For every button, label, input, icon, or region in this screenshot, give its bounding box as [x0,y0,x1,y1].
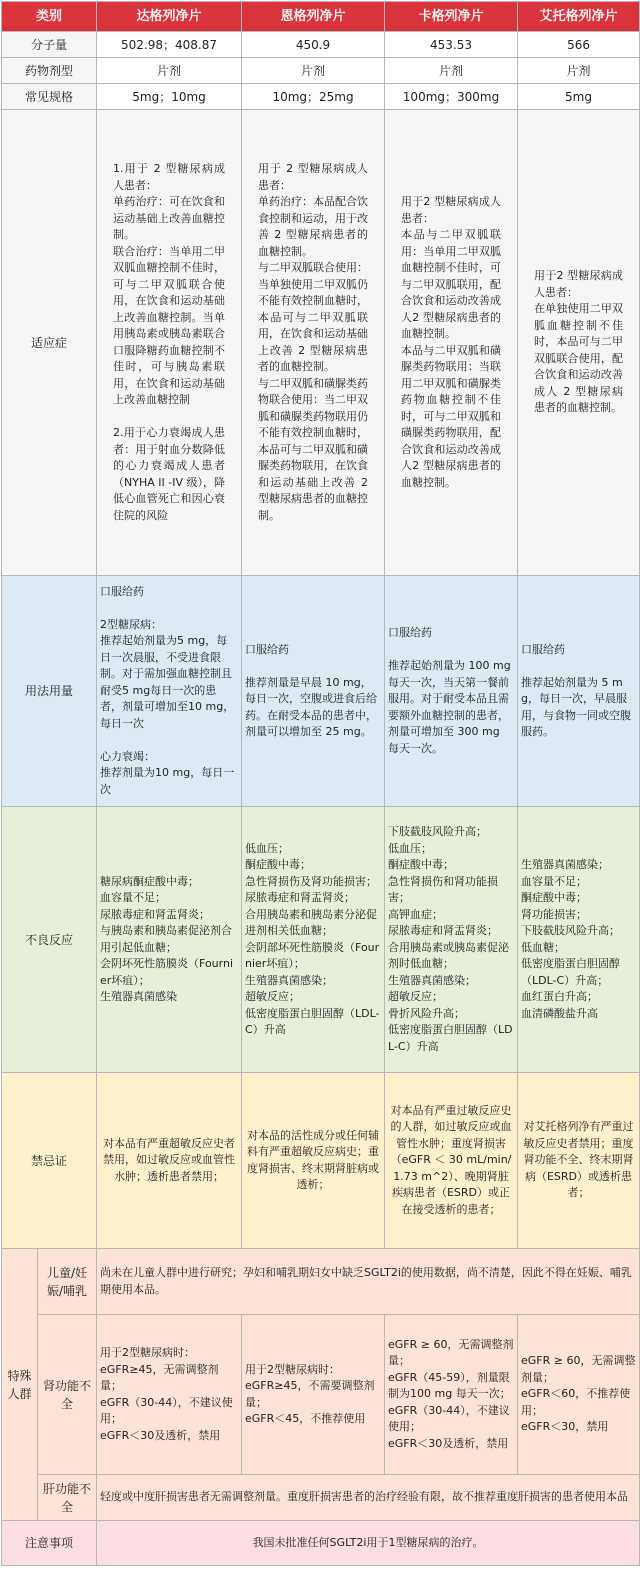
text-line: 生殖器真菌感染； [245,973,334,987]
header-drug-empagliflozin: 恩格列净片 [242,2,385,32]
text-line: 口服给药 [100,584,145,598]
text-line: 生殖器真菌感染 [100,990,178,1003]
text-line: eGFR≥45，不需要调整剂量； [245,1379,375,1409]
row-special-children [2,1249,640,1315]
text-line: 与胰岛素和胰岛素促泌剂合用引起低血糖； [100,924,233,954]
text-line: 推荐剂量为10 mg，每日一次 [100,766,235,796]
header-drug-ertugliflozin: 艾托格列净片 [518,2,640,32]
cell-value: 502.98；408.87 [97,32,242,58]
text-line: eGFR ≥ 60，无需调整剂量； [388,1337,514,1368]
row-label: 药物剂型 [2,58,97,84]
text-line: 高钾血症； [388,907,444,921]
row-label: 用法用量 [2,576,97,807]
hepatic-impairment-text: 轻度或中度肝损害患者无需调整剂量。重度肝损害患者的治疗经验有限，故不推荐重度肝损害的患者使用本品 [97,1475,640,1521]
text-line: 联合治疗：当单用二甲双胍血糖控制不佳时，可与二甲双胍联合使用，在饮食和运动基础上改善血糖控制。当单用胰岛素或胰岛素联合口服降糖药血糖控制不佳时，可与胰岛素联用，在饮食和运动基础上改善血糖控制 [113,244,226,406]
cell-contra-empagliflozin: 对本品的活性成分或任何辅料有严重超敏反应病史；重度肾损害、终末期肾脏病或透析； [242,1073,385,1249]
cell-renal-empagliflozin [242,1315,385,1475]
row-label: 不良反应 [2,807,97,1073]
hepatic-impairment-label: 肝功能不全 [38,1475,97,1521]
cell-value: 100mg；300mg [385,84,518,110]
text-line: 在单独使用二甲双胍血糖控制不佳时，本品可与二甲双胍联合使用，配合饮食和运动改善成人 2 型糖尿病患者的血糖控制。 [534,302,624,415]
text-line: 糖尿病酮症酸中毒； [100,874,200,888]
text-line [388,642,514,659]
text-line: eGFR≥45，无需调整剂量； [100,1362,219,1392]
row-common-spec [2,84,640,110]
text-line: 合用胰岛素或胰岛素促泌剂时低血糖； [388,940,510,970]
text-line: 2型糖尿病： [100,617,163,631]
text-line: 与二甲双胍和磺脲类药物联合使用：当二甲双胍和磺脲类药物联用仍不能有效控制血糖时，本品可与二甲双胍和磺脲类药物联用，在饮食和运动基础上改善 2 型糖尿病患者的血糖控制。 [258,376,369,522]
text-line: 低密度脂蛋白胆固醇（LDL-C）升高 [388,1023,513,1053]
text-line: 会阴坏死性筋膜炎（Fournier坏疽）； [100,957,234,987]
text-line: 低血压； [245,841,290,855]
text-line: 酮症酸中毒； [388,858,455,871]
special-population-label: 特殊人群 [2,1249,38,1521]
cell-indication-ertugliflozin [518,110,640,576]
text-line: 低血压； [388,841,433,855]
cell-value: 片剂 [385,58,518,84]
row-label: 禁忌证 [2,1073,97,1249]
cell-adverse-dapagliflozin [97,807,242,1073]
cell-value: 453.53 [385,32,518,58]
text-line: 肾功能损害； [521,907,588,921]
cell-value: 10mg；25mg [242,84,385,110]
text-line: 用于2型糖尿病时： [245,1362,341,1376]
cell-renal-dapagliflozin [97,1315,242,1475]
text-line: 酮症酸中毒； [521,891,588,904]
cell-value: 片剂 [518,58,640,84]
text-line: 合用胰岛素和胰岛素分泌促进剂相关低血糖； [245,907,378,937]
text-line: 低血糖； [521,940,566,954]
text-line: 口服给药 [388,626,433,639]
notes-text: 我国未批准任何SGLT2i用于1型糖尿病的治疗。 [97,1521,640,1566]
cell-adverse-canagliflozin [385,807,518,1073]
row-label: 常见规格 [2,84,97,110]
text-line: 1.用于 2 型糖尿病成人患者： [113,162,226,192]
text-line: 单药治疗：本品配合饮食控制和运动，用于改善 2 型糖尿病患者的血糖控制。 [258,195,369,258]
text-line: 尿脓毒症和肾盂肾炎； [245,891,356,904]
cell-value: 450.9 [242,32,385,58]
text-line: 推荐起始剂量为5 mg，每日一次晨服，不受进食限制。对于需加强血糖控制且耐受5 mg每日一次的患者，剂量可增加至10 mg，每日一次 [100,634,235,730]
text-line: 生殖器真菌感染； [521,858,610,871]
cell-value: 5mg [518,84,640,110]
text-line: eGFR＜60，不推荐使用； [521,1387,631,1417]
text-line: 下肢截肢风险升高； [521,924,621,937]
cell-dosage-empagliflozin [242,576,385,807]
row-dosage-form [2,58,640,84]
text-line: 用于2 型糖尿病成人患者： [401,195,502,225]
text-line: eGFR ≥ 60，无需调整剂量； [521,1354,636,1384]
text-line: 用于2 型糖尿病成人患者： [534,269,624,299]
text-line: 急性肾损伤和肾功能损害； [388,874,499,904]
text-line: eGFR＜30及透析，禁用 [388,1436,509,1450]
cell-value: 片剂 [97,58,242,84]
cell-dosage-dapagliflozin [97,576,242,807]
cell-value: 566 [518,32,640,58]
text-line [113,409,225,426]
cell-contra-canagliflozin: 对本品有严重过敏反应史的人群，如过敏反应或血管性水肿；重度肾损害（eGFR ＜ 30 mL/min/1.73 m^2）、晚期肾脏疾病患者（ESRD）或正在接受透析的患者； [385,1073,518,1249]
notes-label: 注意事项 [2,1521,97,1566]
text-line: 低密度脂蛋白胆固醇（LDL-C）升高 [245,1006,380,1036]
row-special-renal [2,1315,640,1475]
cell-dosage-ertugliflozin [518,576,640,807]
row-dosage [2,576,640,807]
row-contraindications [2,1073,640,1249]
text-line: 低密度脂蛋白胆固醇（LDL-C）升高； [521,957,621,987]
text-line: 本品与二甲双胍联用：当单用二甲双胍血糖控制不佳时，可与二甲双胍联用，配合饮食和运动改善成人2 型糖尿病患者的血糖控制。 [401,228,502,340]
cell-renal-canagliflozin [385,1315,518,1475]
row-label: 适应症 [2,110,97,576]
header-row [2,2,640,32]
text-line: 推荐起始剂量为 100 mg 每天一次，当天第一餐前服用。对于耐受本品且需要额外血糖控制的患者，剂量可增加至 300 mg 每天一次。 [388,659,511,755]
cell-indication-canagliflozin [385,110,518,576]
text-line: eGFR（45-59），剂量限制为100 mg 每天一次； [388,1370,511,1401]
text-line: eGFR（30-44），不建议使用； [100,1395,233,1425]
text-line [100,732,238,749]
row-indication [2,110,640,576]
text-line: 尿脓毒症和肾盂肾炎； [100,907,211,921]
text-line: 口服给药 [521,642,566,656]
text-line: 急性肾损伤及肾功能损害； [245,874,378,888]
text-line: 会阴部坏死性筋膜炎（Fournier坏疽）； [245,940,380,970]
text-line: 本品与二甲双胍和磺脲类药物联用：当联用二甲双胍和磺脲类药物血糖控制不佳时，可与二甲双胍和磺脲类药物联用，配合饮食和运动改善成人2 型糖尿病患者的血糖控制。 [401,343,502,489]
text-line: 血红蛋白升高； [521,990,599,1003]
children-pregnancy-text: 尚未在儿童人群中进行研究；孕妇和哺乳期妇女中缺乏SGLT2i的使用数据，尚不清楚，因此不得在妊娠、哺乳期使用本品。 [97,1249,640,1315]
header-drug-dapagliflozin: 达格列净片 [97,2,242,32]
text-line: 酮症酸中毒； [245,858,312,871]
row-notes [2,1521,640,1566]
cell-adverse-ertugliflozin [518,807,640,1073]
text-line: 超敏反应； [388,990,444,1003]
drug-comparison-table [1,1,640,1566]
text-line: 尿脓毒症和肾盂肾炎； [388,924,499,937]
header-drug-canagliflozin: 卡格列净片 [385,2,518,32]
text-line: 单药治疗：可在饮食和运动基础上改善血糖控制。 [113,195,226,241]
row-special-hepatic [2,1475,640,1521]
text-line [245,658,381,675]
cell-value: 5mg；10mg [97,84,242,110]
text-line: 超敏反应； [245,990,301,1003]
text-line: eGFR＜45，不推荐使用 [245,1412,366,1425]
cell-indication-dapagliflozin [97,110,242,576]
text-line: 推荐起始剂量为 5 mg，每日一次，早晨服用，与食物一同或空腹服药。 [521,675,632,738]
text-line: 推荐剂量是早晨 10 mg，每日一次，空腹或进食后给药。在耐受本品的患者中，剂量可以增加至 25 mg。 [245,675,378,738]
text-line [100,600,238,617]
text-line: 心力衰竭： [100,749,156,763]
text-line: eGFR＜30及透析，禁用 [100,1428,221,1442]
cell-contra-dapagliflozin: 对本品有严重超敏反应史者禁用，如过敏反应或血管性水肿；透析患者禁用； [97,1073,242,1249]
cell-renal-ertugliflozin [518,1315,640,1475]
cell-indication-empagliflozin [242,110,385,576]
text-line: 生殖器真菌感染； [388,973,477,987]
text-line: 血清磷酸盐升高 [521,1006,599,1020]
text-line: 血容量不足； [521,874,588,888]
header-category: 类别 [2,2,97,32]
cell-contra-ertugliflozin: 对艾托格列净有严重过敏反应史者禁用；重度肾功能不全、终末期肾病（ESRD）或透析患者； [518,1073,640,1249]
text-line: 与二甲双胍联合使用：当单独使用二甲双胍仍不能有效控制血糖时，本品可与二甲双胍联用，在饮食和运动基础上改善 2 型糖尿病患者的血糖控制。 [258,261,369,373]
cell-dosage-canagliflozin [385,576,518,807]
text-line: 下肢截肢风险升高； [388,825,488,838]
row-adverse-reactions [2,807,640,1073]
cell-value: 片剂 [242,58,385,84]
text-line: 用于 2 型糖尿病成人患者： [258,162,369,192]
renal-impairment-label: 肾功能不全 [38,1315,97,1475]
text-line: 血容量不足； [100,891,167,904]
text-line: 骨折风险升高； [388,1006,466,1020]
text-line: 2.用于心力衰竭成人患者：用于射血分数降低的心力衰竭成人患者（NYHA II -IV 级），降低心血管死亡和因心衰住院的风险 [113,426,226,522]
row-molecular-weight [2,32,640,58]
children-pregnancy-label: 儿童/妊娠/哺乳 [38,1249,97,1315]
cell-adverse-empagliflozin [242,807,385,1073]
text-line: eGFR＜30，禁用 [521,1420,609,1434]
text-line: eGFR（30-44），不建议使用； [388,1403,510,1434]
text-line [521,658,636,675]
text-line: 用于2型糖尿病时： [100,1346,196,1359]
text-line: 口服给药 [245,642,290,656]
row-label: 分子量 [2,32,97,58]
